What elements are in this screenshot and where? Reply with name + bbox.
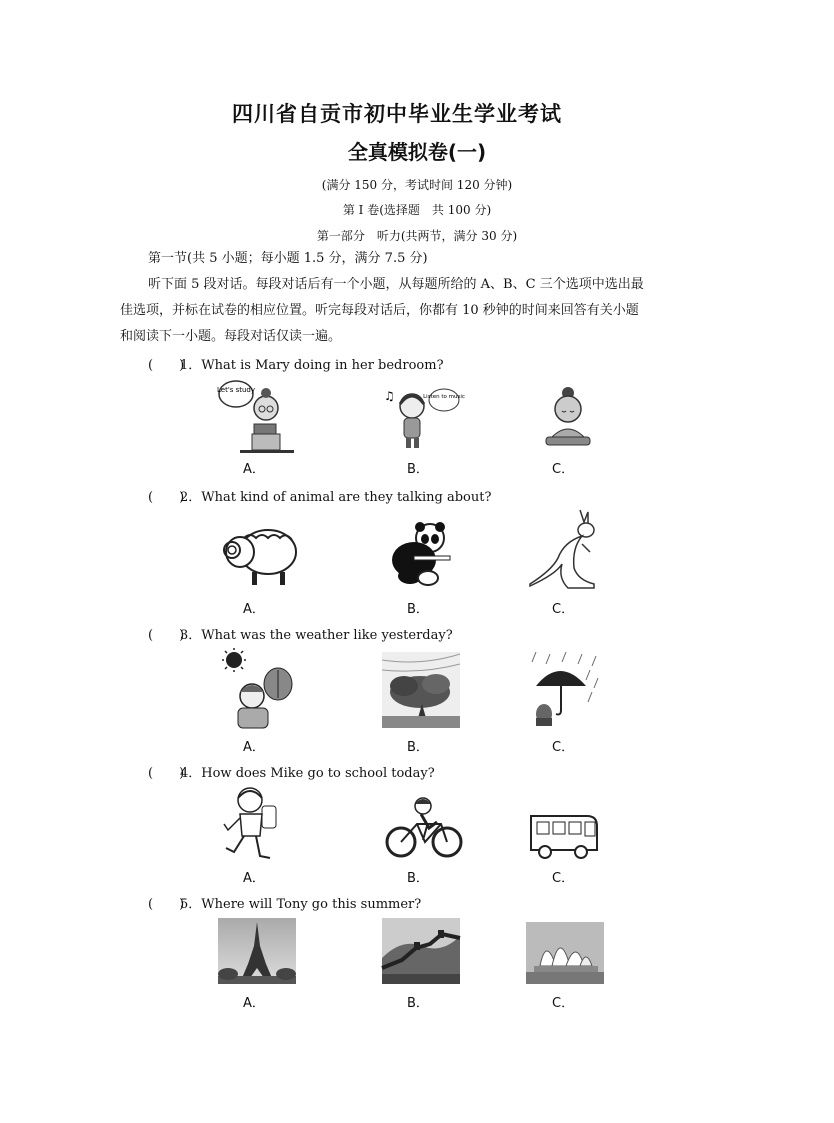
question-4-text: 4．How does Mike go to school today? — [180, 766, 435, 781]
q1-option-c[interactable]: C． — [552, 462, 575, 477]
q5-option-a-image — [218, 918, 296, 984]
q4-option-a[interactable]: A． — [243, 871, 265, 886]
q4-option-b[interactable]: B． — [407, 871, 429, 886]
question-2-text: 2．What kind of animal are they talking about? — [180, 490, 492, 505]
q5-option-b[interactable]: B． — [407, 996, 429, 1011]
q4-option-b-image — [385, 796, 465, 858]
sun-icon — [222, 648, 246, 672]
q1-option-a-image — [218, 378, 298, 454]
q4-option-a-image — [222, 786, 280, 862]
answer-bracket[interactable]: ( ) — [148, 628, 185, 643]
q1-option-b-image — [380, 384, 465, 450]
q1-option-b[interactable]: B． — [407, 462, 429, 477]
question-3 — [148, 624, 453, 643]
volume-heading: 第 Ⅰ 卷(选择题 共 100 分) — [342, 203, 492, 217]
instructions-line-2: 佳选项，并标在试卷的相应位置。听完每段对话后，你都有 10 秒钟的时间来回答有关小题 — [120, 303, 639, 318]
answer-bracket[interactable]: ( ) — [148, 897, 185, 912]
q5-option-b-image — [382, 918, 460, 984]
q3-option-b-image — [382, 652, 460, 728]
q5-option-c-image — [526, 922, 604, 984]
question-5-text: 5．Where will Tony go this summer? — [180, 897, 422, 912]
question-3-text: 3．What was the weather like yesterday? — [180, 628, 453, 643]
q3-option-c[interactable]: C． — [552, 740, 575, 755]
q2-option-b[interactable]: B． — [407, 602, 429, 617]
exam-subtitle: 全真模拟卷(一) — [347, 140, 487, 164]
answer-bracket[interactable]: ( ) — [148, 490, 185, 505]
q3-option-a[interactable]: A． — [243, 740, 265, 755]
question-1-text: 1．What is Mary doing in her bedroom? — [180, 358, 444, 373]
q3-option-a-image — [216, 648, 296, 730]
q2-option-a[interactable]: A． — [243, 602, 265, 617]
answer-bracket[interactable]: ( ) — [148, 358, 185, 373]
part-heading: 第一部分 听力(共两节，满分 30 分) — [316, 229, 518, 243]
instructions-line-3: 和阅读下一小题。每段对话仅读一遍。 — [120, 329, 342, 344]
music-note-icon: ♫ — [384, 389, 395, 403]
question-5 — [148, 893, 421, 912]
q4-option-c-image — [529, 810, 599, 860]
q5-option-c[interactable]: C． — [552, 996, 575, 1011]
answer-bracket[interactable]: ( ) — [148, 766, 185, 781]
q3-option-b[interactable]: B． — [407, 740, 429, 755]
q2-option-b-image — [384, 520, 456, 588]
q2-option-c[interactable]: C． — [552, 602, 575, 617]
q4-option-c[interactable]: C． — [552, 871, 575, 886]
q2-option-c-image — [528, 508, 600, 590]
exam-info: (满分 150 分，考试时间 120 分钟) — [321, 178, 513, 192]
question-2 — [148, 486, 491, 505]
q1-option-c-image — [538, 385, 598, 449]
q1-bubble-music: Listen to music — [423, 394, 465, 400]
q1-bubble-study: Let's study — [216, 386, 256, 394]
q5-option-a[interactable]: A． — [243, 996, 265, 1011]
q2-option-a-image — [218, 520, 300, 588]
question-4 — [148, 762, 435, 781]
q1-option-a[interactable]: A． — [243, 462, 265, 477]
exam-title: 四川省自贡市初中毕业生学业考试 — [232, 102, 562, 126]
section-heading: 第一节(共 5 小题；每小题 1.5 分，满分 7.5 分) — [148, 251, 428, 266]
instructions-line-1: 听下面 5 段对话。每段对话后有一个小题，从每题所给的 A、B、C 三个选项中选出最 — [148, 277, 644, 292]
q3-option-c-image — [526, 652, 602, 728]
question-1 — [148, 354, 444, 373]
